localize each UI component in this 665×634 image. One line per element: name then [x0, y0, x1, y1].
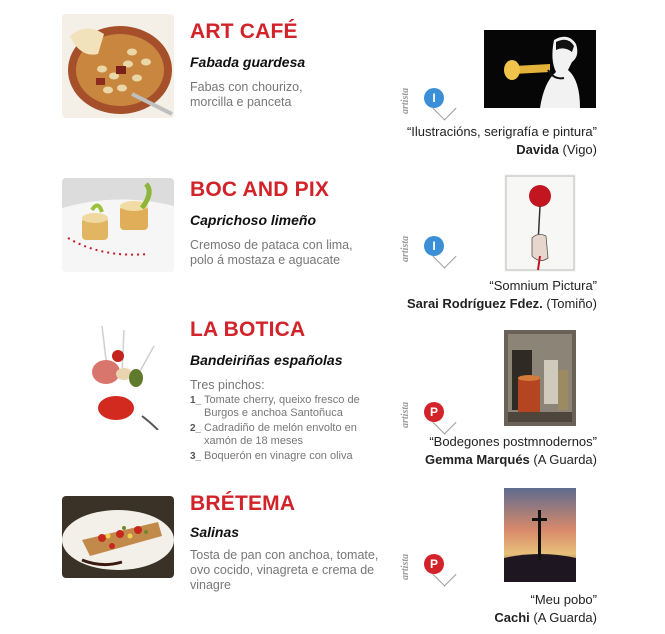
badge-letter-p: P	[424, 554, 444, 574]
entry-boc-and-pix	[0, 166, 665, 316]
badge-artista-label: artista	[400, 87, 411, 114]
entry-bretema	[0, 482, 665, 632]
dish-description: Tosta de pan con anchoa, tomate, ovo cocido, vinagreta e crema de vinagre	[190, 548, 379, 592]
badge-letter-p: P	[424, 402, 444, 422]
step-number: 1_	[190, 395, 202, 406]
artist-name: Sarai Rodríguez Fdez.	[406, 296, 543, 311]
entry-la-botica	[0, 316, 665, 476]
artist-place: (A Guarda)	[533, 610, 597, 625]
dish-description: Fabas con chourizo, morcilla e panceta	[190, 80, 303, 109]
artist-name: Gemma Marqués	[425, 452, 530, 467]
artist-badge	[400, 540, 452, 596]
restaurant-name: ART CAFÉ	[190, 20, 298, 43]
dish-photo-fabada	[62, 14, 174, 118]
dish-name: Caprichoso limeño	[190, 212, 317, 228]
restaurant-name: BRÉTEMA	[190, 492, 296, 515]
step-number: 2_	[190, 423, 202, 434]
badge-artista-label: artista	[400, 553, 411, 580]
step-item	[190, 422, 380, 448]
artist-badge	[400, 74, 452, 130]
step-item	[190, 450, 380, 463]
artwork-image-sunset-cross	[504, 488, 576, 582]
artist-name: Davida	[516, 142, 559, 157]
artist-credit	[425, 452, 597, 467]
dish-description: Cremoso de pataca con lima, polo á mostaza e aguacate	[190, 238, 353, 267]
dish-description: Tres pinchos:	[190, 378, 265, 392]
artwork-title: “Ilustracións, serigrafía e pintura”	[406, 124, 597, 139]
badge-artista-label: artista	[400, 401, 411, 428]
badge-letter-i: I	[424, 236, 444, 256]
artist-place: (Vigo)	[562, 142, 597, 157]
artwork-image-trumpeter	[484, 30, 596, 108]
dish-name: Bandeiriñas españolas	[190, 352, 343, 368]
step-text: Tomate cherry, queixo fresco de Burgos e anchoa Santoñuca	[204, 394, 360, 419]
dish-photo-bandeirinas	[62, 326, 174, 430]
artist-credit	[516, 142, 597, 157]
steps-list	[190, 394, 380, 465]
artist-name: Cachi	[494, 610, 530, 625]
dish-name: Salinas	[190, 524, 240, 540]
dish-photo-salinas	[62, 496, 174, 578]
step-text: Boquerón en vinagre con oliva	[204, 450, 353, 462]
artwork-image-rose-hand	[504, 174, 576, 272]
dish-name: Fabada guardesa	[190, 54, 306, 70]
restaurant-name: LA BOTICA	[190, 318, 306, 341]
dish-photo-caprichoso	[62, 178, 174, 272]
artist-credit	[407, 296, 597, 311]
entry-art-cafe	[0, 0, 665, 157]
badge-letter-i: I	[424, 88, 444, 108]
artwork-title: “Bodegones postmnodernos”	[429, 434, 597, 449]
artist-place: (A Guarda)	[533, 452, 597, 467]
step-number: 3_	[190, 451, 202, 462]
restaurant-name: BOC AND PIX	[190, 178, 330, 201]
artwork-title: “Somnium Pictura”	[489, 278, 597, 293]
artist-credit	[494, 610, 597, 625]
artist-place: (Tomiño)	[546, 296, 597, 311]
artist-badge	[400, 222, 452, 278]
artwork-title: “Meu pobo”	[530, 592, 597, 607]
artwork-image-still-life	[504, 330, 576, 426]
step-item	[190, 394, 380, 420]
step-text: Cadradiño de melón envolto en xamón de 18 meses	[204, 422, 357, 447]
badge-artista-label: artista	[400, 235, 411, 262]
